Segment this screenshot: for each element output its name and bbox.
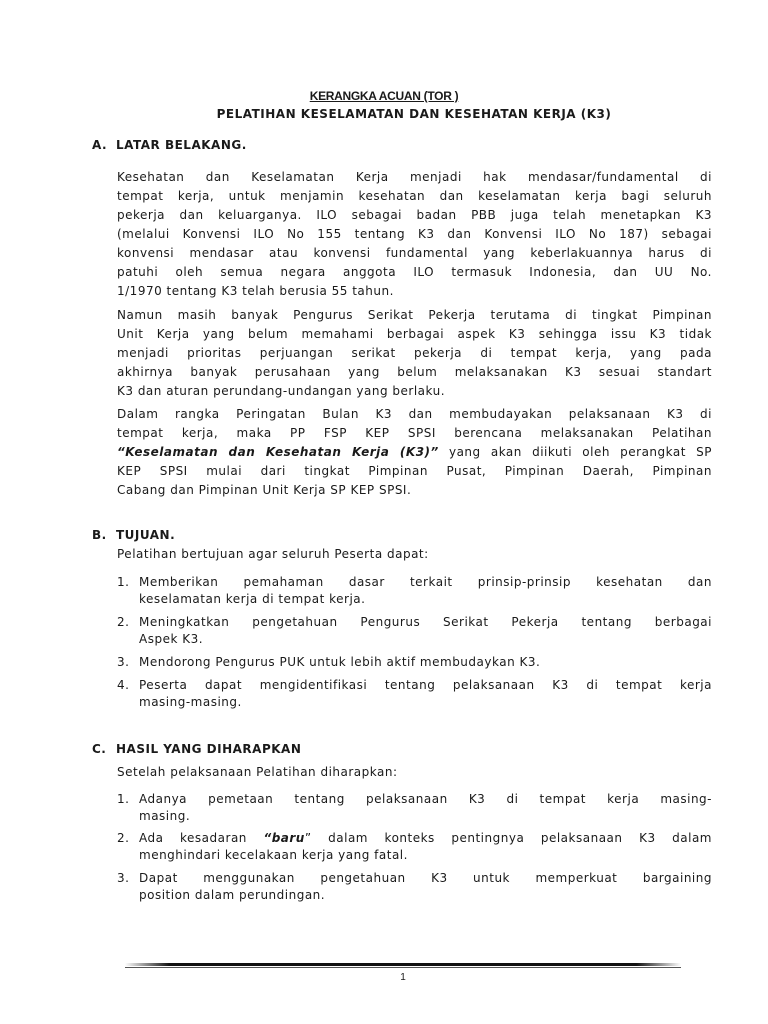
paragraph-line: Namun masih banyak Pengurus Serikat Pekerja terutama di tingkat Pimpinan	[117, 308, 712, 322]
section-c-heading	[92, 742, 301, 756]
paragraph-line: (melalui Konvensi ILO No 155 tentang K3 dan Konvensi ILO No 187) sebagai	[117, 227, 712, 241]
page-number: 1	[400, 972, 406, 983]
list-number: 3.	[117, 655, 130, 669]
section-b-heading	[92, 528, 175, 542]
list-item-line: position dalam perundingan.	[139, 888, 326, 902]
paragraph-text: yang akan diikuti oleh perangkat SP	[438, 445, 712, 459]
footer-rule-thin	[125, 967, 681, 968]
list-item-line: Mendorong Pengurus PUK untuk lebih aktif membudaykan K3.	[139, 655, 541, 669]
list-item-line: Peserta dapat mengidentifikasi tentang pelaksanaan K3 di tempat kerja	[139, 678, 712, 692]
paragraph-line	[117, 443, 712, 462]
paragraph-line: Dalam rangka Peringatan Bulan K3 dan membudayakan pelaksanaan K3 di	[117, 407, 712, 421]
section-b-letter: B.	[92, 528, 107, 542]
list-item-line: menghindari kecelakaan kerja yang fatal.	[139, 848, 408, 862]
list-item-line: Meningkatkan pengetahuan Pengurus Serikat Pekerja tentang berbagai	[139, 615, 712, 629]
paragraph-line: Unit Kerja yang belum memahami berbagai aspek K3 sehingga issu K3 tidak	[117, 327, 712, 341]
paragraph-line: KEP SPSI mulai dari tingkat Pimpinan Pusat, Pimpinan Daerah, Pimpinan	[117, 464, 712, 478]
list-item-line: Aspek K3.	[139, 632, 204, 646]
paragraph-line: tempat kerja, untuk menjamin kesehatan dan keselamatan kerja bagi seluruh	[117, 189, 712, 203]
paragraph-line: Kesehatan dan Keselamatan Kerja menjadi hak mendasar/fundamental di	[117, 170, 712, 184]
list-item-line: Adanya pemetaan tentang pelaksanaan K3 di tempat kerja masing-	[139, 792, 712, 806]
list-item-text: Ada kesadaran	[139, 831, 264, 845]
footer-rule	[125, 963, 681, 966]
section-a-paragraph-3	[117, 405, 712, 500]
paragraph-line: Cabang dan Pimpinan Unit Kerja SP KEP SPSI.	[117, 483, 412, 497]
paragraph-line: pekerja dan keluarganya. ILO sebagai badan PBB juga telah menetapkan K3	[117, 208, 712, 222]
list-item-line: Dapat menggunakan pengetahuan K3 untuk memperkuat bargaining	[139, 871, 712, 885]
section-a-paragraph-1	[117, 168, 712, 301]
list-item-line: Memberikan pemahaman dasar terkait prinsip-prinsip kesehatan dan	[139, 575, 712, 589]
list-item-line: keselamatan kerja di tempat kerja.	[139, 592, 366, 606]
section-a-heading	[92, 138, 247, 152]
paragraph-line: patuhi oleh semua negara anggota ILO termasuk Indonesia, dan UU No.	[117, 265, 712, 279]
list-item-line	[139, 830, 712, 847]
section-b-title: TUJUAN.	[116, 528, 176, 542]
list-item-line: masing-masing.	[139, 695, 242, 709]
emphasis-text: “Keselamatan dan Kesehatan Kerja (K3)”	[117, 445, 439, 459]
section-c-intro: Setelah pelaksanaan Pelatihan diharapkan:	[117, 765, 398, 779]
list-number: 4.	[117, 678, 130, 692]
paragraph-line: akhirnya banyak perusahaan yang belum melaksanakan K3 sesuai standart	[117, 365, 712, 379]
paragraph-line: K3 dan aturan perundang-undangan yang berlaku.	[117, 384, 446, 398]
section-a-letter: A.	[92, 138, 108, 152]
section-b-intro: Pelatihan bertujuan agar seluruh Peserta dapat:	[117, 547, 429, 561]
list-item-text: ” dalam konteks pentingnya pelaksanaan K3 dalam	[304, 831, 712, 845]
document-title: KERANGKA ACUAN (TOR )	[309, 89, 459, 103]
document-subtitle: PELATIHAN KESELAMATAN DAN KESEHATAN KERJA (K3)	[216, 107, 612, 121]
list-number: 2.	[117, 831, 130, 845]
list-number: 3.	[117, 871, 130, 885]
list-number: 1.	[117, 575, 130, 589]
paragraph-line: menjadi prioritas perjuangan serikat pekerja di tempat kerja, yang pada	[117, 346, 712, 360]
paragraph-line: 1/1970 tentang K3 telah berusia 55 tahun.	[117, 284, 394, 298]
section-c-letter: C.	[92, 742, 107, 756]
section-c-title: HASIL YANG DIHARAPKAN	[116, 742, 302, 756]
section-a-paragraph-2	[117, 306, 712, 401]
list-number: 1.	[117, 792, 130, 806]
paragraph-line: tempat kerja, maka PP FSP KEP SPSI berencana melaksanakan Pelatihan	[117, 426, 712, 440]
list-number: 2.	[117, 615, 130, 629]
section-a-title: LATAR BELAKANG.	[116, 138, 247, 152]
list-item-line: masing.	[139, 809, 191, 823]
paragraph-line: konvensi mendasar atau konvensi fundamental yang keberlakuannya harus di	[117, 246, 712, 260]
emphasis-text: “baru	[263, 831, 305, 845]
